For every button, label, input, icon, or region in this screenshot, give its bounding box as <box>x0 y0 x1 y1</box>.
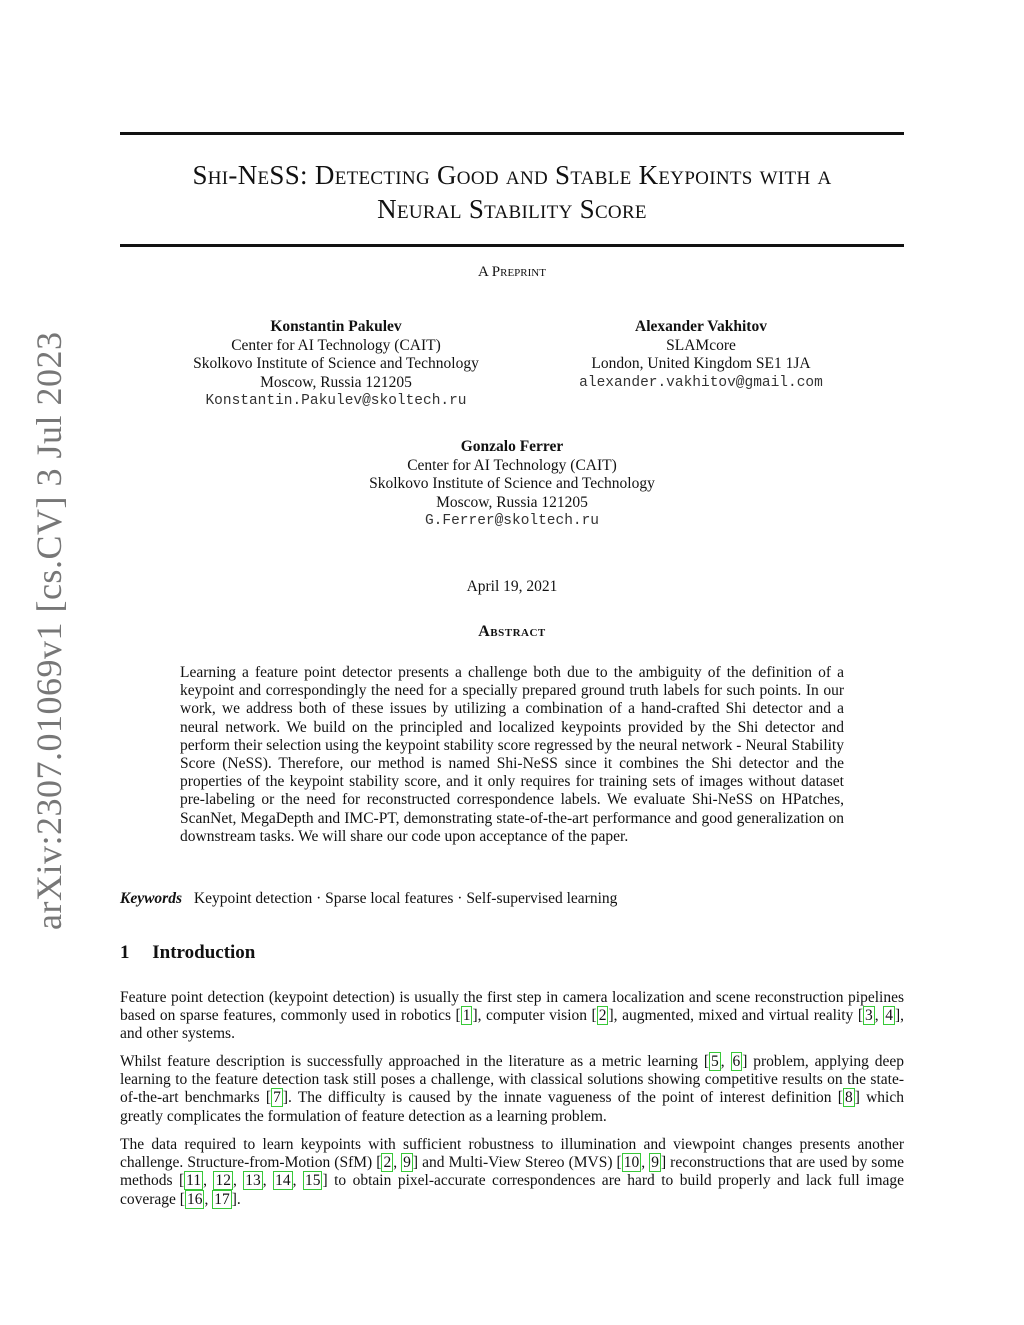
arxiv-sidebar-stamp: arXiv:2307.01069v1 [cs.CV] 3 Jul 2023 <box>29 331 69 930</box>
paper-date: April 19, 2021 <box>466 578 558 595</box>
paragraph-text: ], computer vision [ <box>472 1007 597 1025</box>
author-email[interactable]: alexander.vakhitov@gmail.com <box>579 374 823 391</box>
author-name: Gonzalo Ferrer <box>460 438 564 455</box>
intro-paragraph-3 <box>120 1136 904 1209</box>
intro-paragraph-1 <box>120 989 904 1044</box>
citation-link[interactable]: 7 <box>273 1089 281 1107</box>
section-heading <box>120 942 255 964</box>
paragraph-text: The data required to learn keypoints with sufficient robustness to illumination and viewpoint changes presents another challenge. Structure-from-Motion (SfM) [ <box>120 1136 904 1172</box>
title-line-2: Neural Stability Score <box>377 194 647 224</box>
citation-link[interactable]: 6 <box>732 1053 741 1070</box>
paragraph-text: ]. <box>231 1190 241 1208</box>
author-affiliation: SLAMcore <box>666 336 736 354</box>
author-name: Konstantin Pakulev <box>270 318 402 335</box>
paragraph-text: ] to obtain pixel-accurate correspondences are hard to build properly and lack full image coverage [ <box>120 1172 905 1208</box>
author-affiliation: Center for AI Technology (CAIT) <box>407 456 617 474</box>
citation-link[interactable]: 13 <box>245 1172 261 1190</box>
citation-link[interactable]: 10 <box>623 1154 640 1172</box>
paragraph-text: ], and other systems. <box>120 1007 905 1043</box>
paragraph-text: , <box>292 1172 303 1190</box>
citation-link[interactable]: 8 <box>844 1089 853 1107</box>
title-bottom-rule <box>120 244 904 247</box>
author-block-1 <box>176 318 496 411</box>
citation-link[interactable]: 11 <box>186 1172 202 1190</box>
paragraph-text: , <box>393 1154 402 1172</box>
citation-link[interactable]: 17 <box>214 1190 230 1208</box>
paragraph-text: , <box>874 1007 884 1025</box>
citation-link[interactable]: 2 <box>598 1007 607 1025</box>
citation-link[interactable]: 4 <box>885 1007 893 1025</box>
paragraph-text: , <box>262 1172 274 1190</box>
author-affiliation: Skolkovo Institute of Science and Technology <box>369 475 655 492</box>
keywords-line <box>120 890 617 908</box>
abstract-heading: Abstract <box>478 623 546 640</box>
author-affiliation: Skolkovo Institute of Science and Technology <box>193 355 479 372</box>
citation-link[interactable]: 5 <box>711 1053 719 1070</box>
preprint-label: A Preprint <box>478 264 546 280</box>
author-location: Moscow, Russia 121205 <box>260 373 412 391</box>
paragraph-text: Whilst feature description is successfully approached in the literature as a metric learning [ <box>120 1053 710 1070</box>
citation-link[interactable]: 15 <box>304 1172 321 1190</box>
paragraph-text: , <box>204 1190 213 1208</box>
author-affiliation: Center for AI Technology (CAIT) <box>231 336 441 354</box>
paragraph-text: Feature point detection (keypoint detection) is usually the first step in camera localization and scene reconstruction pipelines based on sparse features, commonly used in robotics [ <box>120 989 904 1025</box>
author-block-2 <box>546 318 856 392</box>
paragraph-text: ], augmented, mixed and virtual reality [ <box>608 1007 864 1025</box>
paragraph-text: ] reconstructions that are used by some methods [ <box>120 1154 905 1190</box>
paragraph-text: ] which greatly complicates the formulation of feature detection as a learning problem. <box>120 1089 904 1125</box>
keywords-label: Keywords <box>120 890 182 907</box>
keywords-text: Keypoint detection · Sparse local features · Self-supervised learning <box>193 890 618 907</box>
author-location: Moscow, Russia 121205 <box>436 493 588 511</box>
citation-link[interactable]: 12 <box>215 1172 231 1190</box>
paper-title <box>120 158 904 226</box>
author-name: Alexander Vakhitov <box>635 318 767 335</box>
author-email[interactable]: Konstantin.Pakulev@skoltech.ru <box>205 393 467 409</box>
paragraph-text: ]. The difficulty is caused by the innate vagueness of the point of interest definition [ <box>282 1089 843 1107</box>
citation-link[interactable]: 1 <box>462 1007 471 1025</box>
section-title: Introduction <box>152 942 256 963</box>
citation-link[interactable]: 9 <box>403 1154 411 1172</box>
citation-link[interactable]: 9 <box>651 1154 659 1172</box>
title-top-rule <box>120 132 904 135</box>
title-line-1: Shi-NeSS: Detecting Good and Stable Keypoints with a <box>192 160 832 190</box>
paragraph-text: , <box>641 1154 650 1172</box>
paragraph-text: ] and Multi-View Stereo (MVS) [ <box>412 1154 622 1172</box>
citation-link[interactable]: 3 <box>865 1007 873 1025</box>
citation-link[interactable]: 14 <box>275 1172 291 1190</box>
citation-link[interactable]: 16 <box>186 1190 203 1208</box>
citation-link[interactable]: 2 <box>383 1154 392 1172</box>
abstract-text: Learning a feature point detector presents a challenge both due to the ambiguity of the definition of a keypoint and correspondingly the need for a specially prepared ground truth labels for such points. In our work, we address both of these issues by utilizing a combination of a hand-crafted Shi detector and a neural network. We build on the principled and localized keypoints provided by the Shi detector and perform their selection using the keypoint stability score regressed by the neural network - Neural Stability Score (NeSS). Therefore, our method is named Shi-NeSS since it combines the Shi detector and the properties of the keypoint stability score, and it only requires for training sets of images without dataset pre-labeling or the need for reconstructed correspondence labels. We evaluate Shi-NeSS on HPatches, ScanNet, MegaDepth and IMC-PT, demonstrating state-of-the-art performance and good generalization on downstream tasks. We will share our code upon acceptance of the paper. <box>180 664 844 845</box>
intro-paragraph-2 <box>120 1053 904 1126</box>
paragraph-text: , <box>203 1172 214 1190</box>
paragraph-text: ] problem, applying deep learning to the feature detection task still poses a challenge, with classical solutions showing competitive results on the state-of-the-art benchmarks [ <box>120 1053 905 1107</box>
section-number: 1 <box>120 942 130 963</box>
author-location: London, United Kingdom SE1 1JA <box>591 355 811 372</box>
paragraph-text: , <box>232 1172 244 1190</box>
author-email[interactable]: G.Ferrer@skoltech.ru <box>424 513 600 529</box>
author-block-3 <box>336 438 688 531</box>
paragraph-text: , <box>720 1053 731 1070</box>
